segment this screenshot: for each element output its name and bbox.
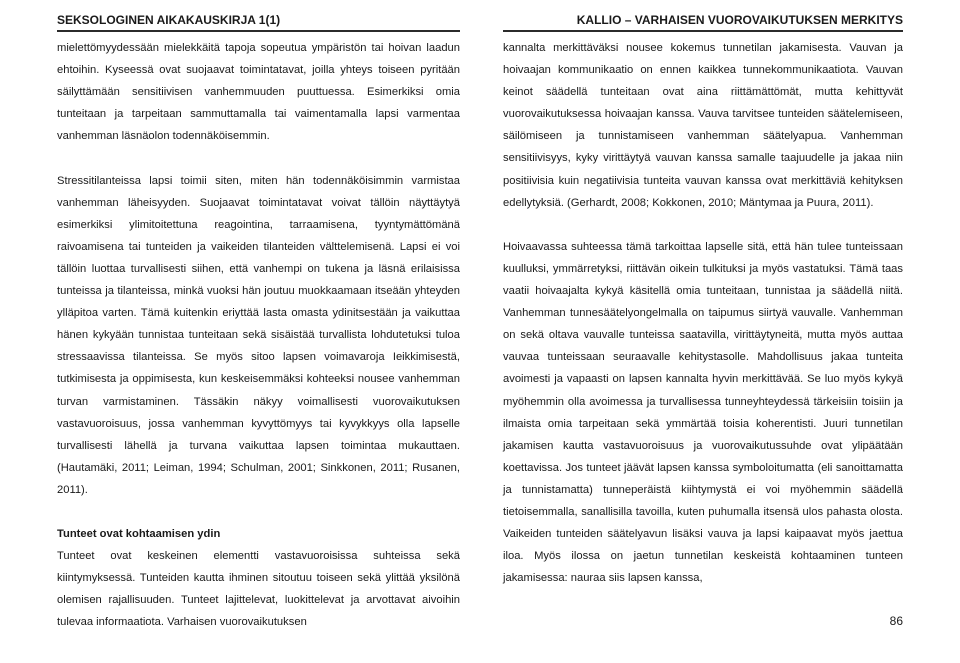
section-heading: Tunteet ovat kohtaamisen ydin	[57, 528, 221, 541]
header-rule-left	[57, 30, 460, 32]
running-header-left: SEKSOLOGINEN AIKAKAUSKIRJA 1(1)	[57, 13, 281, 27]
left-paragraph-3: Tunteet ovat keskeinen elementti vastavuoroisissa suhteissa sekä kiintymyksessä. Tunteiden kautta ihminen sitoutuu toiseen sekä ylittää yksilönä olemisen rajallisuuden. Tunteet lajittelevat, luokittelevat ja arvottavat aivoihin tulevaa informaatiota. Varhaisen vuorovaikutuksen	[57, 550, 460, 629]
left-paragraph-1: mielettömyydessään mielekkäitä tapoja sopeutua ympäristön tai hoivan laadun ehtoihin. Kyseessä ovat suojaavat toimintatavat, joilla yhteys toiseen pyritään säilyttämään sensitiivisen vanhemmuuden puuttuessa. Esimerkiksi omia tunteitaan ja tarpeitaan sammuttamalla tai vaimentamalla lapsi varmentaa vanhemman läsnäolon todennäköisemmin.	[57, 42, 460, 143]
left-paragraph-2: Stressitilanteissa lapsi toimii siten, miten hän todennäköisimmin varmistaa vanhemman läheisyyden. Suojaavat toimintatavat voivat tällöin näyttäytyä esimerkiksi ylimitoitettuna reagointina, tarraamisena, tyyntymättömänä raivoamisena tai tunteiden ja vaikeiden tilanteiden välttelemisenä. Lapsi ei voi tällöin luottaa turvallisesti siihen, että vanhempi on tukena ja läsnä erilaisissa tunteissa ja tilanteissa, minkä vuoksi hän joutuu muokkaamaan itseään yhteyden ylläpitoa varten. Tämä kuitenkin eriyttää lasta omasta ydinitsestään ja vaikuttaa hänen kykyään tunnistaa tunteitaan sekä sisäistää turvallista lohdutetuksi tuloa stressaavissa tilanteissa. Se myös sitoo lapsen voimavaroja Ieikkimisestä, tutkimisesta ja oppimisesta, kun keskeisemmäksi kohteeksi nousee vanhemman turvan varmistaminen. Tässäkin näkyy voimallisesti vuorovaikutuksen vastavuoroisuus, jossa vanhemman kyvyttömyys tai kyvykkyys olla lapselle turvallisesti lähellä ja turvana vaikuttaa lapsen toimintaa mukauttaen. (Hautamäki, 2011; Leiman, 1994; Schulman, 2001; Sinkkonen, 2011; Rusanen, 2011).	[57, 174, 460, 496]
running-header-right: KALLIO – VARHAISEN VUOROVAIKUTUKSEN MERKITYS	[576, 13, 903, 27]
header-rule-right	[503, 30, 903, 32]
right-column	[503, 37, 903, 589]
left-column	[57, 37, 460, 634]
page-number: 86	[889, 614, 903, 628]
right-paragraph-1: kannalta merkittäväksi nousee kokemus tunnetilan jakamisesta. Vauvan ja hoivaajan kommunikaatio on ennen kaikkea tunnekommunikaatiota. Vauvan keinot säädellä tunteitaan ovat aina riittämättömät, mutta kehittyvät vuorovaikutuksessa hoivaajan kanssa. Vauva tarvitsee tunteiden säätelemiseen, säilömiseen ja tunnistamiseen vanhemman säätelyapua. Vanhemman sensitiivisyys, kyky virittäytyä vauvan kanssa samalle taajuudelle ja jakaa niin positiivisia kuin negatiivisia tunteita vauvan kanssa ovat merkittäviä kehityksen edellytyksiä. (Gerhardt, 2008; Kokkonen, 2010; Mäntymaa ja Puura, 2011).	[503, 42, 903, 209]
right-paragraph-2: Hoivaavassa suhteessa tämä tarkoittaa lapselle sitä, että hän tulee tunteissaan kuulluksi, ymmärretyksi, riittävän oikein tulkituksi ja myös vastatuksi. Tämä taas vaatii hoivaajalta kykyä käsitellä omia tunteitaan, tunnistaa ja säädellä niitä. Vanhemman tunnesäätelyongelmalla on taipumus siirtyä vauvalle. Vanhemman on sekä oltava vauvalle tunteissa saatavilla, virittäytyneitä, mutta myös auttaa vauvaa tunteissaan seuraavalle kehitystasolle. Mahdollisuus jakaa tunteita avoimesti ja vapaasti on lapsen kannalta hyvin merkittävää. Se luo myös kykyä myöhemmin olla avoimessa ja turvallisessa tunneyhteydessä tärkeisiin toisiin ja ilmaista omia tarpeitaan sekä ymmärtää toisia koherentisti. Juuri tunnetilan jakamisen kautta vastavuoroisuus ja vuorovaikutussuhde ovat ylipäätään koettavissa. Jos tunteet jäävät lapsen kanssa symboloitumatta (eli sanoittamatta ja tunnistamatta) tunneperäistä kiihtymystä ei voi myöhemmin säädellä tietoisemmalla, sanallisilla tavoilla, kuten puhumalla itsensä ulos pahasta olosta. Vaikeiden tunteiden säätelyavun lisäksi vauva ja lapsi kaipaavat myös jaettua iloa. Myös ilossa on jaetun tunnetilan keskeistä kohtaaminen tunteen jakamisessa: nauraa siis lapsen kanssa,	[503, 240, 903, 585]
